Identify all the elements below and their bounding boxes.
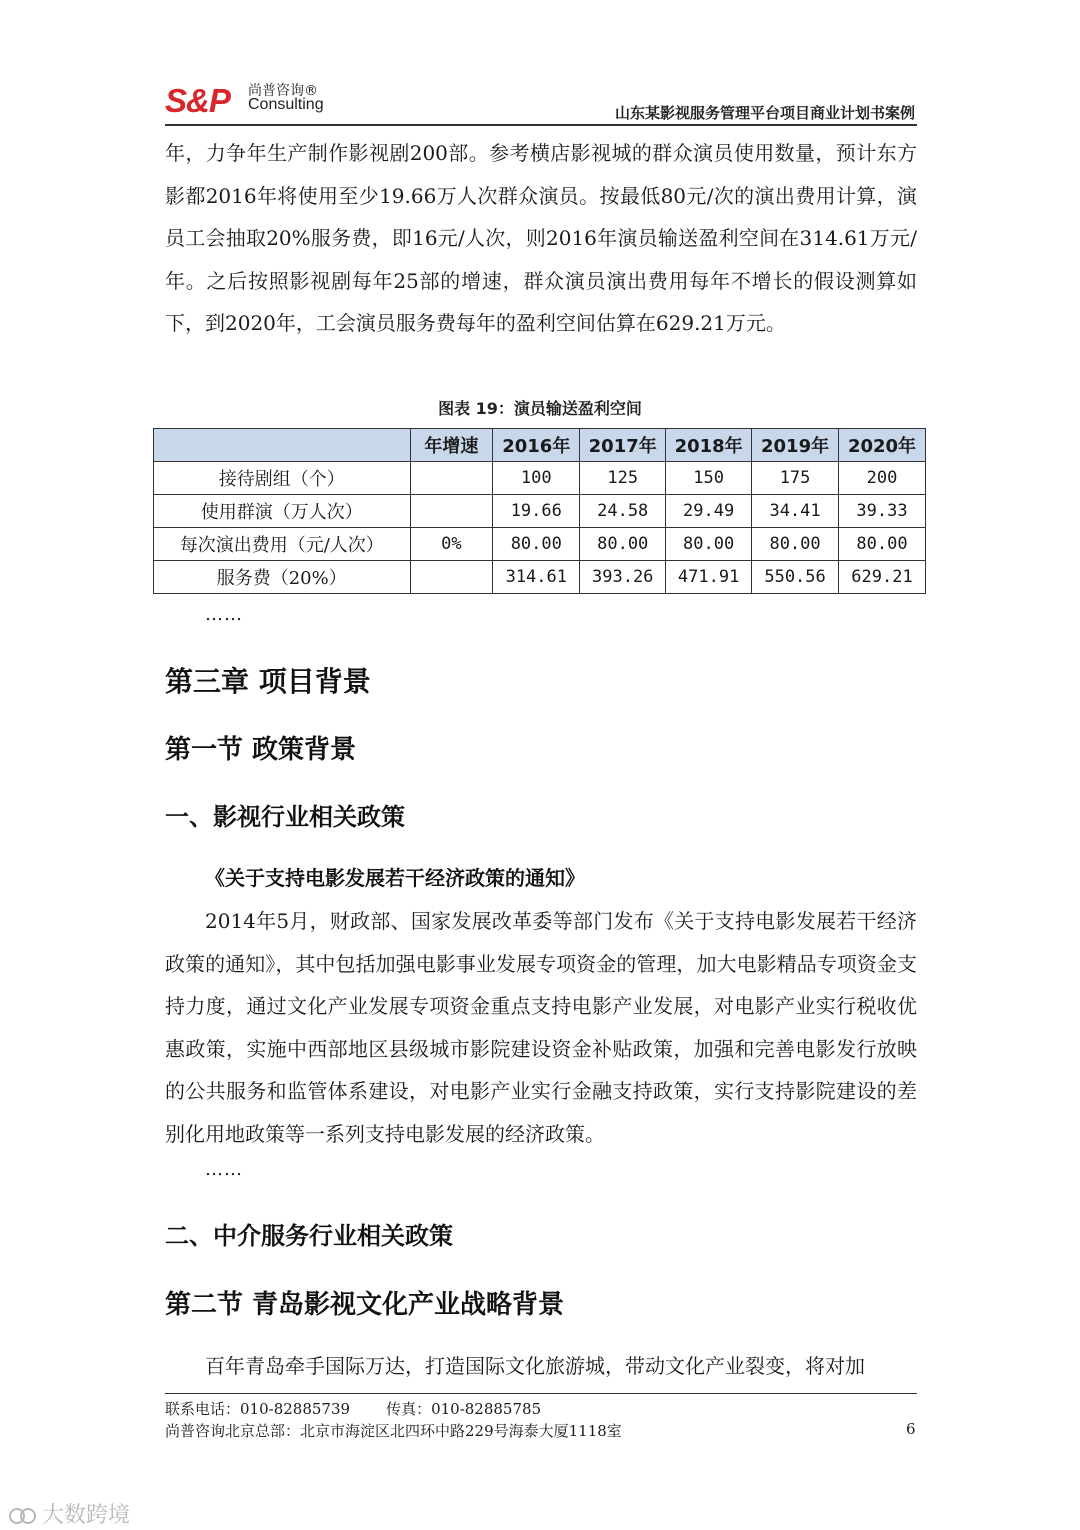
table-cell: 0% bbox=[410, 528, 493, 561]
table-cell: 使用群演（万人次） bbox=[154, 495, 411, 528]
table-header-cell bbox=[154, 429, 411, 462]
table-cell: 80.00 bbox=[752, 528, 839, 561]
table-row bbox=[154, 462, 926, 495]
table-cell bbox=[410, 561, 493, 594]
table-row bbox=[154, 528, 926, 561]
table-header-cell: 年增速 bbox=[410, 429, 493, 462]
footer-contact bbox=[165, 1398, 541, 1419]
watermark bbox=[8, 1498, 130, 1529]
footer-phone: 联系电话：010-82885739 bbox=[165, 1400, 351, 1418]
table-header-cell: 2020年 bbox=[839, 429, 926, 462]
table-cell: 34.41 bbox=[752, 495, 839, 528]
table-cell: 24.58 bbox=[580, 495, 666, 528]
revenue-table bbox=[153, 428, 926, 594]
footer-address: 尚普咨询北京总部：北京市海淀区北四环中路229号海泰大厦1118室 bbox=[165, 1422, 622, 1440]
body-paragraph-2: 2014年5月，财政部、国家发展改革委等部门发布《关于支持电影发展若干经济政策的通知》，其中包括加强电影事业发展专项资金的管理，加大电影精品专项资金支持力度，通过文化产业发展专项资金重点支持电影产业发展，对电影产业实行税收优惠政策，实施中西部地区县级城市影院建设资金补贴政策，加强和完善电影发行放映的公共服务和监管体系建设，对电影产业实行金融支持政策，实行支持影院建设的差别化用地政策等一系列支持电影发展的经济政策。 bbox=[165, 909, 917, 1146]
table-cell: 80.00 bbox=[839, 528, 926, 561]
table-row bbox=[154, 561, 926, 594]
page-number: 6 bbox=[906, 1420, 916, 1438]
table-header-cell: 2016年 bbox=[493, 429, 580, 462]
body-paragraph-3: 百年青岛牵手国际万达，打造国际文化旅游城，带动文化产业裂变，将对加 bbox=[205, 1354, 865, 1378]
subsection-heading: 一、影视行业相关政策 bbox=[165, 803, 405, 831]
table-cell: 接待剧组（个） bbox=[154, 462, 411, 495]
table-cell: 29.49 bbox=[666, 495, 752, 528]
header-divider bbox=[165, 124, 917, 126]
ellipsis: …… bbox=[205, 1159, 243, 1180]
company-logo bbox=[165, 80, 405, 120]
logo-mark: S&P bbox=[165, 82, 230, 119]
table-cell bbox=[410, 462, 493, 495]
table-cell: 200 bbox=[839, 462, 926, 495]
table-cell: 314.61 bbox=[493, 561, 580, 594]
table-cell: 每次演出费用（元/人次） bbox=[154, 528, 411, 561]
table-cell: 393.26 bbox=[580, 561, 666, 594]
section-heading: 第二节 青岛影视文化产业战略背景 bbox=[165, 1290, 565, 1320]
table-header-cell: 2018年 bbox=[666, 429, 752, 462]
table-row bbox=[154, 495, 926, 528]
table-header-cell: 2017年 bbox=[580, 429, 666, 462]
table-cell: 19.66 bbox=[493, 495, 580, 528]
table-cell: 39.33 bbox=[839, 495, 926, 528]
table-cell bbox=[410, 495, 493, 528]
table-cell: 100 bbox=[493, 462, 580, 495]
table-cell: 125 bbox=[580, 462, 666, 495]
table-cell: 175 bbox=[752, 462, 839, 495]
section-heading: 第一节 政策背景 bbox=[165, 735, 357, 765]
ellipsis: …… bbox=[205, 604, 243, 625]
footer-divider bbox=[165, 1393, 917, 1394]
table-header-row bbox=[154, 429, 926, 462]
table-cell: 550.56 bbox=[752, 561, 839, 594]
watermark-text: 大数跨境 bbox=[42, 1503, 131, 1528]
logo-chinese-name: 尚普咨询® bbox=[248, 83, 318, 99]
subsection-heading: 二、中介服务行业相关政策 bbox=[165, 1222, 453, 1250]
footer-fax: 传真：010-82885785 bbox=[386, 1400, 542, 1418]
table-cell: 629.21 bbox=[839, 561, 926, 594]
table-header-cell: 2019年 bbox=[752, 429, 839, 462]
table-caption: 图表 19：演员输送盈利空间 bbox=[438, 399, 642, 418]
table-cell: 471.91 bbox=[666, 561, 752, 594]
document-title: 山东某影视服务管理平台项目商业计划书案例 bbox=[614, 104, 915, 122]
chapter-heading: 第三章 项目背景 bbox=[165, 665, 371, 698]
table-cell: 150 bbox=[666, 462, 752, 495]
logo-english-name: Consulting bbox=[248, 96, 324, 113]
table-cell: 服务费（20%） bbox=[154, 561, 411, 594]
policy-title: 《关于支持电影发展若干经济政策的通知》 bbox=[205, 866, 585, 890]
table-cell: 80.00 bbox=[666, 528, 752, 561]
watermark-logo-icon bbox=[8, 1505, 38, 1527]
table-cell: 80.00 bbox=[493, 528, 580, 561]
table-cell: 80.00 bbox=[580, 528, 666, 561]
body-paragraph-1: 年，力争年生产制作影视剧200部。参考横店影视城的群众演员使用数量，预计东方影都2016年将使用至少19.66万人次群众演员。按最低80元/次的演出费用计算，演员工会抽取20%服务费，即16元/人次，则2016年演员输送盈利空间在314.61万元/年。之后按照影视剧每年25部的增速，群众演员演出费用每年不增长的假设测算如下，到2020年，工会演员服务费每年的盈利空间估算在629.21万元。 bbox=[165, 141, 917, 335]
